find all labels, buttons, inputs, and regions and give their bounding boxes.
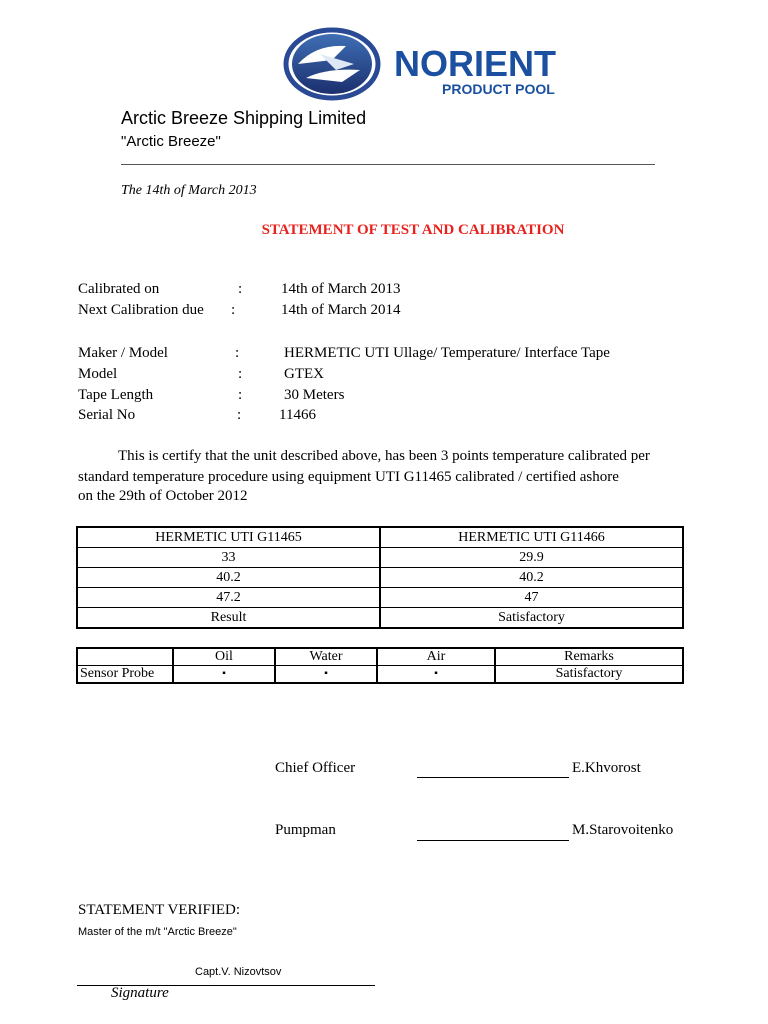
statement-verified-heading: STATEMENT VERIFIED: (78, 902, 240, 918)
globe-emblem-icon (286, 30, 378, 98)
logo-subtext: PRODUCT POOL (442, 81, 555, 97)
next-calibration-value: 14th of March 2014 (281, 302, 401, 318)
table-header-row (77, 527, 683, 548)
checked-bullet-icon: ▪ (173, 666, 275, 684)
table-row (77, 548, 683, 568)
colon: : (235, 345, 240, 361)
model-label: Model (78, 366, 118, 382)
document-title: STATEMENT OF TEST AND CALIBRATION (261, 222, 565, 238)
master-label: Master of the m/t "Arctic Breeze" (78, 926, 237, 938)
serial-no-value: 11466 (279, 407, 316, 423)
checked-bullet-icon: ▪ (377, 666, 495, 684)
chief-officer-label: Chief Officer (275, 760, 356, 776)
sensor-probe-table (76, 647, 684, 684)
colon: : (231, 302, 236, 318)
table-cell: 29.9 (380, 548, 683, 568)
header-divider (121, 164, 655, 165)
serial-no-label: Serial No (78, 407, 136, 423)
table-header-cell: HERMETIC UTI G11466 (380, 527, 683, 548)
table-header-cell: HERMETIC UTI G11465 (77, 527, 380, 548)
logo-wordmark: NORIENT (394, 43, 556, 84)
captain-name: Capt.V. Nizovtsov (195, 966, 282, 978)
table-row (77, 588, 683, 608)
company-name: Arctic Breeze Shipping Limited (121, 108, 367, 128)
model-value: GTEX (284, 366, 324, 382)
table-cell: Satisfactory (495, 666, 683, 684)
document-date: The 14th of March 2013 (121, 183, 257, 198)
table-cell: Sensor Probe (77, 666, 173, 684)
table-cell: 40.2 (380, 568, 683, 588)
table-cell: 47 (380, 588, 683, 608)
calibrated-on-value: 14th of March 2013 (281, 281, 401, 297)
calibrated-on-label: Calibrated on (78, 281, 160, 297)
certification-text-line: on the 29th of October 2012 (78, 488, 248, 504)
table-row (77, 608, 683, 629)
table-row (77, 666, 683, 684)
table-header-row (77, 648, 683, 666)
table-row (77, 568, 683, 588)
table-header-cell: Air (377, 648, 495, 666)
vessel-name: "Arctic Breeze" (121, 133, 221, 150)
next-calibration-label: Next Calibration due (78, 302, 204, 318)
colon: : (238, 366, 243, 382)
table-cell: 47.2 (77, 588, 380, 608)
maker-model-value: HERMETIC UTI Ullage/ Temperature/ Interface Tape (284, 345, 610, 361)
colon: : (237, 407, 242, 423)
table-header-cell (77, 648, 173, 666)
calibration-comparison-table (76, 526, 684, 629)
table-cell: Satisfactory (380, 608, 683, 629)
pumpman-name: M.Starovoitenko (572, 822, 674, 838)
colon: : (238, 281, 243, 297)
maker-model-label: Maker / Model (78, 345, 168, 361)
colon: : (238, 387, 243, 403)
signature-line (417, 777, 569, 778)
pumpman-label: Pumpman (275, 822, 336, 838)
table-header-cell: Remarks (495, 648, 683, 666)
certification-text-line: This is certify that the unit described above, has been 3 points temperature calibrated per (118, 448, 650, 464)
tape-length-label: Tape Length (78, 387, 154, 403)
table-cell: 40.2 (77, 568, 380, 588)
table-cell: 33 (77, 548, 380, 568)
checked-bullet-icon: ▪ (275, 666, 377, 684)
norient-logo (276, 24, 586, 102)
table-header-cell: Oil (173, 648, 275, 666)
tape-length-value: 30 Meters (284, 387, 345, 403)
chief-officer-name: E.Khvorost (572, 760, 641, 776)
table-cell: Result (77, 608, 380, 629)
signature-label: Signature (111, 985, 169, 1001)
signature-line (417, 840, 569, 841)
certification-text-line: standard temperature procedure using equipment UTI G11465 calibrated / certified ashore (78, 469, 619, 485)
table-header-cell: Water (275, 648, 377, 666)
